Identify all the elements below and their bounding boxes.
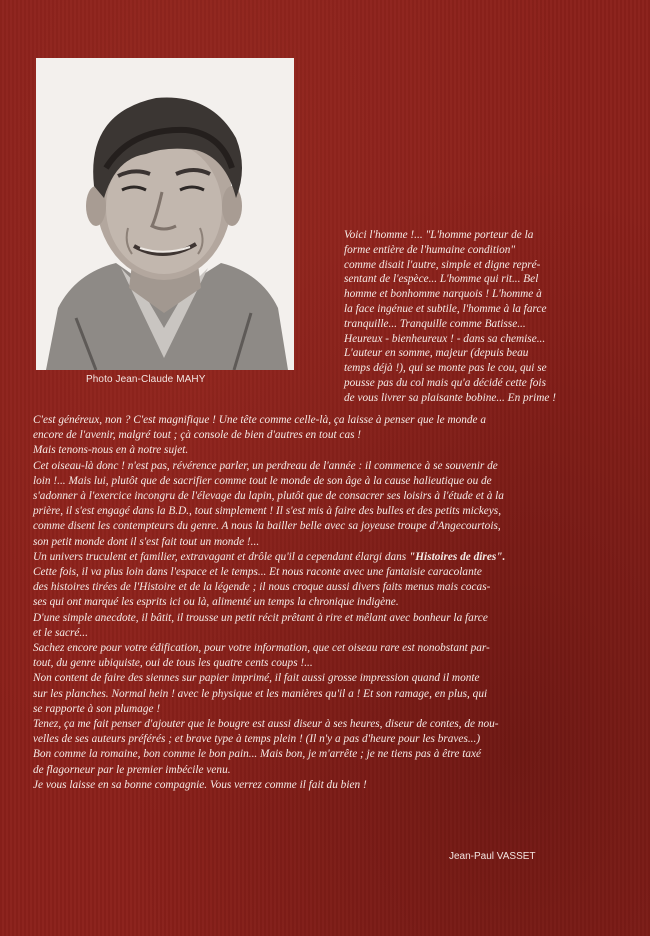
body-line: C'est généreux, non ? C'est magnifique ! Une tête comme celle-là, ça laisse à penser que le monde a xyxy=(33,414,487,426)
intro-paragraph xyxy=(344,228,632,406)
body-line: comme disent les contempteurs du genre. A nous la bailler belle avec sa joyeuse troupe d'Angecourtois, xyxy=(33,520,501,533)
body-line: D'une simple anecdote, il bâtit, il trousse un petit récit prêtant à rire et mêlant avec bonheur la farce xyxy=(33,611,488,624)
intro-line: Heureux - bienheureux ! - dans sa chemise... xyxy=(344,332,546,345)
body-line: Sachez encore pour votre édification, pour votre information, que cet oiseau rare est nonobstant par- xyxy=(33,642,490,655)
intro-line: pousse pas du col mais qu'a décidé cette fois xyxy=(344,376,546,389)
body-line: sur les planches. Normal hein ! avec le physique et les manières qu'il a ! Et son ramage, en plus, qui xyxy=(33,687,488,700)
body-line: se rapporte à son plumage ! xyxy=(33,702,161,715)
body-line: prière, il s'est engagé dans la B.D., tout simplement ! Il s'est mis à faire des bulles et des petits mickeys, xyxy=(33,505,502,518)
body-line: loin !... Mais lui, plutôt que de sacrifier comme tout le monde de son âge à la cause halieutique ou de xyxy=(33,474,492,487)
body-line-with-title xyxy=(33,550,631,565)
body-line: Cette fois, il va plus loin dans l'espace et le temps... Et nous raconte avec une fantaisie caracolante xyxy=(33,566,482,579)
author-portrait-photo xyxy=(36,58,294,370)
body-line: Cet oiseau-là donc ! n'est pas, révérence parler, un perdreau de l'année : il commence à se souvenir de xyxy=(33,459,498,472)
intro-line: tranquille... Tranquille comme Batisse... xyxy=(344,317,526,330)
body-line: et le sacré... xyxy=(33,626,88,639)
body-line: Tenez, ça me fait penser d'ajouter que le bougre est aussi diseur à ses heures, diseur de contes, de nou- xyxy=(33,718,499,731)
intro-line: forme entière de l'humaine condition" xyxy=(344,243,516,256)
photo-credit: Photo Jean-Claude MAHY xyxy=(86,374,206,385)
intro-line: sentant de l'espèce... L'homme qui rit... Bel xyxy=(344,273,539,286)
intro-line: de vous livrer sa plaisante bobine... En prime ! xyxy=(344,391,556,404)
body-line: Bon comme la romaine, bon comme le bon pain... Mais bon, je m'arrête ; je ne tiens pas à être taxé xyxy=(33,748,482,761)
body-line: de flagorneur par le premier imbécile venu. xyxy=(33,763,231,776)
intro-line: L'auteur en somme, majeur (depuis beau xyxy=(344,347,529,360)
body-line: Non content de faire des siennes sur papier imprimé, il fait aussi grosse impression quand il monte xyxy=(33,672,480,685)
intro-line: Voici l'homme !... "L'homme porteur de la xyxy=(344,229,534,241)
main-text xyxy=(33,413,631,793)
body-line: Un univers truculent et familier, extravagant et drôle qu'il a cependant élargi dans xyxy=(33,550,407,563)
body-line: encore de l'avenir, malgré tout ; çà console de bien d'autres en tout cas ! xyxy=(33,429,362,442)
body-line: tout, du genre ubiquiste, oui de tous les quatre cents coups !... xyxy=(33,657,313,670)
intro-line: la face ingénue et subtile, l'homme à la farce xyxy=(344,302,547,315)
body-line: des histoires tirées de l'Histoire et de la légende ; il nous croque aussi divers faits menus mais cocas- xyxy=(33,581,491,594)
body-line: ses qui ont marqué les esprits ici ou là, alimenté un temps la chronique indigène. xyxy=(33,596,399,609)
intro-line: temps déjà !), qui se monte pas le cou, qui se xyxy=(344,362,547,375)
body-line: velles de ses auteurs préférés ; et brave type à temps plein ! (Il n'y a pas d'heure pour les braves...) xyxy=(33,733,481,746)
author-signature: Jean-Paul VASSET xyxy=(449,851,536,862)
body-line: son petit monde dont il s'est fait tout un monde !... xyxy=(33,535,260,548)
intro-line: homme et bonhomme narquois ! L'homme à xyxy=(344,288,542,301)
intro-line: comme disait l'autre, simple et digne repré- xyxy=(344,258,541,271)
portrait-image xyxy=(36,58,294,370)
book-title: "Histoires de dires". xyxy=(409,550,506,563)
body-line: Je vous laisse en sa bonne compagnie. Vous verrez comme il fait du bien ! xyxy=(33,778,367,791)
body-line: Mais tenons-nous en à notre sujet. xyxy=(33,444,189,457)
body-line: s'adonner à l'exercice incongru de l'élevage du lapin, plutôt que de consacrer ses loisirs à l'étude et à la xyxy=(33,490,504,503)
